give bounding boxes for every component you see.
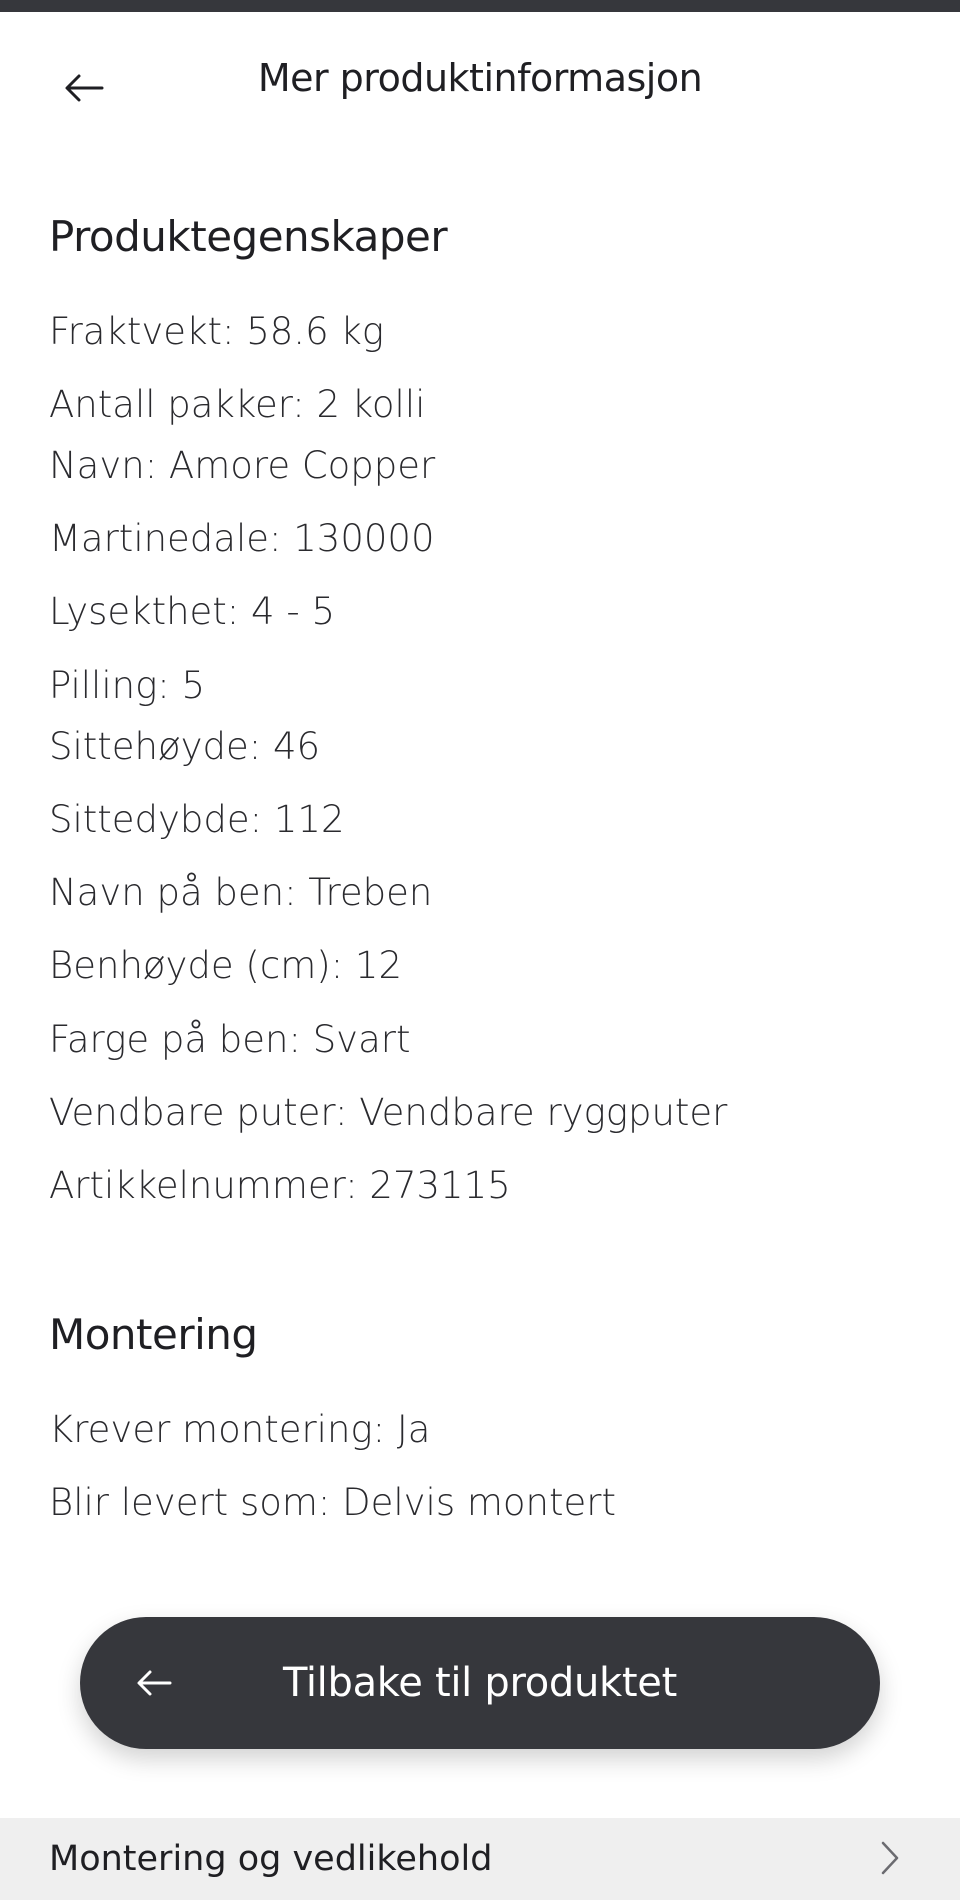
property-item: Vendbare puter: Vendbare ryggputer — [49, 1091, 728, 1134]
back-to-product-label: Tilbake til produktet — [282, 1660, 678, 1706]
property-item: Pilling: 5 — [49, 664, 206, 707]
chevron-right-icon — [870, 1838, 910, 1878]
section-title-properties: Produktegenskaper — [49, 212, 448, 261]
status-bar-strip — [0, 0, 960, 12]
property-item: Sittehøyde: 46 — [49, 725, 321, 768]
back-to-product-button[interactable] — [80, 1617, 880, 1749]
assembly-item: Blir levert som: Delvis montert — [49, 1481, 616, 1524]
property-item: Antall pakker: 2 kolli — [49, 383, 426, 426]
property-item: Sittedybde: 112 — [49, 798, 345, 841]
property-item: Navn på ben: Treben — [49, 871, 433, 914]
property-item: Farge på ben: Svart — [49, 1018, 411, 1061]
property-item: Benhøyde (cm): 12 — [49, 944, 402, 987]
property-item: Artikkelnummer: 273115 — [49, 1164, 511, 1207]
property-item: Navn: Amore Copper — [49, 444, 436, 487]
property-item: Fraktvekt: 58.6 kg — [49, 310, 385, 353]
assembly-item: Krever montering: Ja — [49, 1408, 431, 1451]
section-title-assembly: Montering — [49, 1310, 258, 1359]
assembly-maintenance-row[interactable] — [0, 1818, 960, 1900]
property-item: Martinedale: 130000 — [49, 517, 435, 560]
header — [0, 12, 960, 147]
page-title: Mer produktinformasjon — [257, 56, 703, 100]
property-item: Lysekthet: 4 - 5 — [49, 590, 335, 633]
assembly-maintenance-label: Montering og vedlikehold — [49, 1839, 493, 1879]
